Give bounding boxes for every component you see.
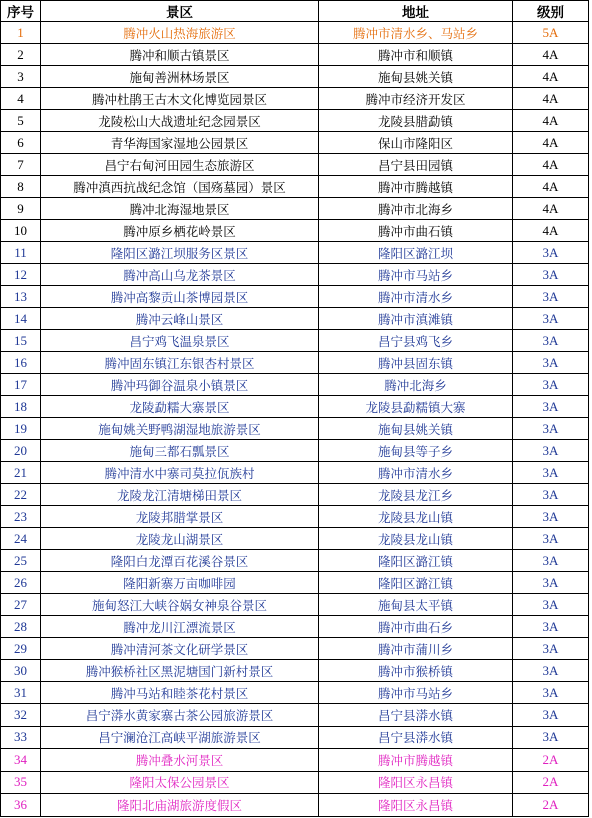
table-row	[1, 396, 589, 418]
row-num-cell[interactable]: 18	[1, 396, 41, 418]
row-address-cell[interactable]: 腾冲北海乡	[319, 374, 513, 396]
row-address-cell[interactable]: 昌宁县漭水镇	[319, 726, 513, 749]
row-name-cell[interactable]: 隆阳北庙湖旅游度假区	[41, 794, 319, 817]
row-address-cell[interactable]: 施甸县姚关镇	[319, 418, 513, 440]
row-num-cell[interactable]: 17	[1, 374, 41, 396]
table-row	[1, 330, 589, 352]
row-address-cell[interactable]: 腾冲市猴桥镇	[319, 660, 513, 682]
table-header-row	[1, 1, 589, 22]
row-address-cell[interactable]: 施甸县姚关镇	[319, 66, 513, 88]
row-name-cell[interactable]: 腾冲原乡栖花岭景区	[41, 220, 319, 242]
row-address-cell[interactable]: 腾冲市清水乡	[319, 462, 513, 484]
row-address-cell[interactable]: 腾冲市北海乡	[319, 198, 513, 220]
row-address-cell[interactable]: 腾冲市曲石镇	[319, 220, 513, 242]
row-num-cell[interactable]: 12	[1, 264, 41, 286]
table-row	[1, 308, 589, 330]
row-address-cell[interactable]: 昌宁县田园镇	[319, 154, 513, 176]
row-num-cell[interactable]: 21	[1, 462, 41, 484]
row-num-cell[interactable]: 14	[1, 308, 41, 330]
row-num-cell[interactable]: 33	[1, 726, 41, 749]
row-address-cell[interactable]: 施甸县太平镇	[319, 594, 513, 616]
row-num-cell[interactable]: 6	[1, 132, 41, 154]
row-name-cell[interactable]: 腾冲高黎贡山茶博园景区	[41, 286, 319, 308]
row-name-cell[interactable]: 腾冲叠水河景区	[41, 749, 319, 772]
row-num-cell[interactable]: 8	[1, 176, 41, 198]
header-num[interactable]: 序号	[1, 1, 41, 22]
row-num-cell[interactable]: 16	[1, 352, 41, 374]
row-level-cell[interactable]: 3A	[513, 308, 589, 330]
row-name-cell[interactable]: 腾冲龙川江漂流景区	[41, 616, 319, 638]
row-level-cell[interactable]: 4A	[513, 110, 589, 132]
row-num-cell[interactable]: 34	[1, 749, 41, 772]
table-row	[1, 638, 589, 660]
row-address-cell[interactable]: 隆阳区永昌镇	[319, 794, 513, 817]
table-row	[1, 418, 589, 440]
row-level-cell[interactable]: 3A	[513, 418, 589, 440]
table-row	[1, 550, 589, 572]
row-address-cell[interactable]: 龙陵县龙山镇	[319, 528, 513, 550]
row-level-cell[interactable]: 4A	[513, 198, 589, 220]
row-level-cell[interactable]: 2A	[513, 771, 589, 794]
row-level-cell[interactable]: 3A	[513, 726, 589, 749]
row-level-cell[interactable]: 3A	[513, 594, 589, 616]
row-name-cell[interactable]: 隆阳区潞江坝服务区景区	[41, 242, 319, 264]
table-row	[1, 794, 589, 817]
table-row	[1, 176, 589, 198]
table-row	[1, 220, 589, 242]
row-num-cell[interactable]: 28	[1, 616, 41, 638]
row-level-cell[interactable]: 3A	[513, 374, 589, 396]
table-row	[1, 462, 589, 484]
table-row	[1, 616, 589, 638]
row-address-cell[interactable]: 腾冲市清水乡	[319, 286, 513, 308]
row-num-cell[interactable]: 27	[1, 594, 41, 616]
row-name-cell[interactable]: 施甸姚关野鸭湖湿地旅游景区	[41, 418, 319, 440]
table-row	[1, 572, 589, 594]
table-row	[1, 242, 589, 264]
table-body	[1, 22, 589, 817]
table-row	[1, 352, 589, 374]
row-address-cell[interactable]: 腾冲市腾越镇	[319, 749, 513, 772]
row-address-cell[interactable]: 腾冲市滇滩镇	[319, 308, 513, 330]
row-address-cell[interactable]: 保山市隆阳区	[319, 132, 513, 154]
row-address-cell[interactable]: 腾冲市经济开发区	[319, 88, 513, 110]
row-num-cell[interactable]: 10	[1, 220, 41, 242]
row-num-cell[interactable]: 22	[1, 484, 41, 506]
header-level[interactable]: 级别	[513, 1, 589, 22]
row-num-cell[interactable]: 35	[1, 771, 41, 794]
row-num-cell[interactable]: 3	[1, 66, 41, 88]
row-level-cell[interactable]: 3A	[513, 264, 589, 286]
row-name-cell[interactable]: 隆阳白龙潭百花溪谷景区	[41, 550, 319, 572]
row-name-cell[interactable]: 施甸三都石瓢景区	[41, 440, 319, 462]
row-name-cell[interactable]: 青华海国家湿地公园景区	[41, 132, 319, 154]
table-row	[1, 771, 589, 794]
row-num-cell[interactable]: 1	[1, 22, 41, 44]
row-level-cell[interactable]: 3A	[513, 660, 589, 682]
row-num-cell[interactable]: 11	[1, 242, 41, 264]
row-level-cell[interactable]: 3A	[513, 242, 589, 264]
table-row	[1, 594, 589, 616]
row-num-cell[interactable]: 32	[1, 704, 41, 727]
row-level-cell[interactable]: 3A	[513, 638, 589, 660]
table-row	[1, 286, 589, 308]
table-row	[1, 22, 589, 44]
table-row	[1, 66, 589, 88]
row-address-cell[interactable]: 龙陵县腊勐镇	[319, 110, 513, 132]
row-name-cell[interactable]: 隆阳太保公园景区	[41, 771, 319, 794]
row-address-cell[interactable]: 昌宁县鸡飞乡	[319, 330, 513, 352]
table-row	[1, 528, 589, 550]
row-level-cell[interactable]: 3A	[513, 528, 589, 550]
row-level-cell[interactable]: 4A	[513, 88, 589, 110]
table-row	[1, 440, 589, 462]
row-level-cell[interactable]: 3A	[513, 704, 589, 727]
header-address[interactable]: 地址	[319, 1, 513, 22]
table-row	[1, 704, 589, 727]
table-row	[1, 110, 589, 132]
row-name-cell[interactable]: 腾冲清水中寨司莫拉佤族村	[41, 462, 319, 484]
row-address-cell[interactable]: 龙陵县龙山镇	[319, 506, 513, 528]
row-name-cell[interactable]: 昌宁澜沧江高峡平湖旅游景区	[41, 726, 319, 749]
row-level-cell[interactable]: 3A	[513, 506, 589, 528]
row-address-cell[interactable]: 腾冲市马站乡	[319, 682, 513, 704]
row-address-cell[interactable]: 腾冲市马站乡	[319, 264, 513, 286]
row-name-cell[interactable]: 腾冲玛御谷温泉小镇景区	[41, 374, 319, 396]
row-level-cell[interactable]: 3A	[513, 462, 589, 484]
row-name-cell[interactable]: 龙陵松山大战遗址纪念园景区	[41, 110, 319, 132]
row-level-cell[interactable]: 4A	[513, 44, 589, 66]
row-level-cell[interactable]: 3A	[513, 484, 589, 506]
row-address-cell[interactable]: 隆阳区潞江坝	[319, 242, 513, 264]
row-level-cell[interactable]: 3A	[513, 330, 589, 352]
row-level-cell[interactable]: 3A	[513, 572, 589, 594]
row-num-cell[interactable]: 26	[1, 572, 41, 594]
row-name-cell[interactable]: 腾冲高山乌龙茶景区	[41, 264, 319, 286]
row-name-cell[interactable]: 昌宁漭水黄家寨古茶公园旅游景区	[41, 704, 319, 727]
row-level-cell[interactable]: 4A	[513, 132, 589, 154]
row-address-cell[interactable]: 腾冲市和顺镇	[319, 44, 513, 66]
row-name-cell[interactable]: 龙陵龙江清塘梯田景区	[41, 484, 319, 506]
row-level-cell[interactable]: 3A	[513, 440, 589, 462]
row-level-cell[interactable]: 4A	[513, 176, 589, 198]
row-name-cell[interactable]: 龙陵龙山湖景区	[41, 528, 319, 550]
row-num-cell[interactable]: 25	[1, 550, 41, 572]
header-name[interactable]: 景区	[41, 1, 319, 22]
row-name-cell[interactable]: 腾冲马站和睦茶花村景区	[41, 682, 319, 704]
row-num-cell[interactable]: 13	[1, 286, 41, 308]
row-name-cell[interactable]: 腾冲杜鹃王古木文化博览园景区	[41, 88, 319, 110]
row-num-cell[interactable]: 30	[1, 660, 41, 682]
row-name-cell[interactable]: 腾冲和顺古镇景区	[41, 44, 319, 66]
row-level-cell[interactable]: 4A	[513, 220, 589, 242]
table-row	[1, 726, 589, 749]
row-name-cell[interactable]: 腾冲云峰山景区	[41, 308, 319, 330]
row-num-cell[interactable]: 31	[1, 682, 41, 704]
row-address-cell[interactable]: 施甸县等子乡	[319, 440, 513, 462]
row-name-cell[interactable]: 施甸怒江大峡谷娲女神泉谷景区	[41, 594, 319, 616]
row-level-cell[interactable]: 2A	[513, 794, 589, 817]
table-row	[1, 88, 589, 110]
table-row	[1, 374, 589, 396]
row-num-cell[interactable]: 29	[1, 638, 41, 660]
row-num-cell[interactable]: 5	[1, 110, 41, 132]
row-level-cell[interactable]: 3A	[513, 616, 589, 638]
table-row	[1, 660, 589, 682]
row-name-cell[interactable]: 施甸善洲林场景区	[41, 66, 319, 88]
row-level-cell[interactable]: 3A	[513, 352, 589, 374]
row-name-cell[interactable]: 腾冲清河茶文化研学景区	[41, 638, 319, 660]
row-address-cell[interactable]: 腾冲市曲石乡	[319, 616, 513, 638]
table-row	[1, 749, 589, 772]
row-num-cell[interactable]: 19	[1, 418, 41, 440]
row-address-cell[interactable]: 隆阳区潞江镇	[319, 550, 513, 572]
row-name-cell[interactable]: 昌宁右甸河田园生态旅游区	[41, 154, 319, 176]
row-level-cell[interactable]: 3A	[513, 550, 589, 572]
row-num-cell[interactable]: 36	[1, 794, 41, 817]
row-level-cell[interactable]: 2A	[513, 749, 589, 772]
row-level-cell[interactable]: 4A	[513, 66, 589, 88]
row-address-cell[interactable]: 隆阳区永昌镇	[319, 771, 513, 794]
row-name-cell[interactable]: 昌宁鸡飞温泉景区	[41, 330, 319, 352]
row-level-cell[interactable]: 4A	[513, 154, 589, 176]
row-level-cell[interactable]: 3A	[513, 396, 589, 418]
row-num-cell[interactable]: 9	[1, 198, 41, 220]
row-num-cell[interactable]: 2	[1, 44, 41, 66]
table-row	[1, 44, 589, 66]
row-name-cell[interactable]: 龙陵邦腊掌景区	[41, 506, 319, 528]
row-name-cell[interactable]: 腾冲滇西抗战纪念馆（国殇墓园）景区	[41, 176, 319, 198]
row-level-cell[interactable]: 3A	[513, 286, 589, 308]
row-num-cell[interactable]: 4	[1, 88, 41, 110]
row-num-cell[interactable]: 23	[1, 506, 41, 528]
row-address-cell[interactable]: 龙陵县勐糯镇大寨	[319, 396, 513, 418]
table-row	[1, 198, 589, 220]
table-row	[1, 484, 589, 506]
row-address-cell[interactable]: 昌宁县漭水镇	[319, 704, 513, 727]
table-row	[1, 682, 589, 704]
row-address-cell[interactable]: 腾冲县固东镇	[319, 352, 513, 374]
row-level-cell[interactable]: 5A	[513, 22, 589, 44]
row-num-cell[interactable]: 24	[1, 528, 41, 550]
row-name-cell[interactable]: 腾冲北海湿地景区	[41, 198, 319, 220]
row-address-cell[interactable]: 隆阳区潞江镇	[319, 572, 513, 594]
row-name-cell[interactable]: 腾冲固东镇江东银杏村景区	[41, 352, 319, 374]
row-name-cell[interactable]: 龙陵勐糯大寨景区	[41, 396, 319, 418]
row-address-cell[interactable]: 腾冲市腾越镇	[319, 176, 513, 198]
table-row	[1, 154, 589, 176]
row-num-cell[interactable]: 15	[1, 330, 41, 352]
table-row	[1, 264, 589, 286]
row-name-cell[interactable]: 腾冲火山热海旅游区	[41, 22, 319, 44]
row-num-cell[interactable]: 20	[1, 440, 41, 462]
row-name-cell[interactable]: 腾冲猴桥社区黑泥塘国门新村景区	[41, 660, 319, 682]
row-address-cell[interactable]: 龙陵县龙江乡	[319, 484, 513, 506]
row-address-cell[interactable]: 腾冲市蒲川乡	[319, 638, 513, 660]
row-num-cell[interactable]: 7	[1, 154, 41, 176]
row-level-cell[interactable]: 3A	[513, 682, 589, 704]
row-address-cell[interactable]: 腾冲市清水乡、马站乡	[319, 22, 513, 44]
table-row	[1, 506, 589, 528]
row-name-cell[interactable]: 隆阳新寨万亩咖啡园	[41, 572, 319, 594]
table-row	[1, 132, 589, 154]
